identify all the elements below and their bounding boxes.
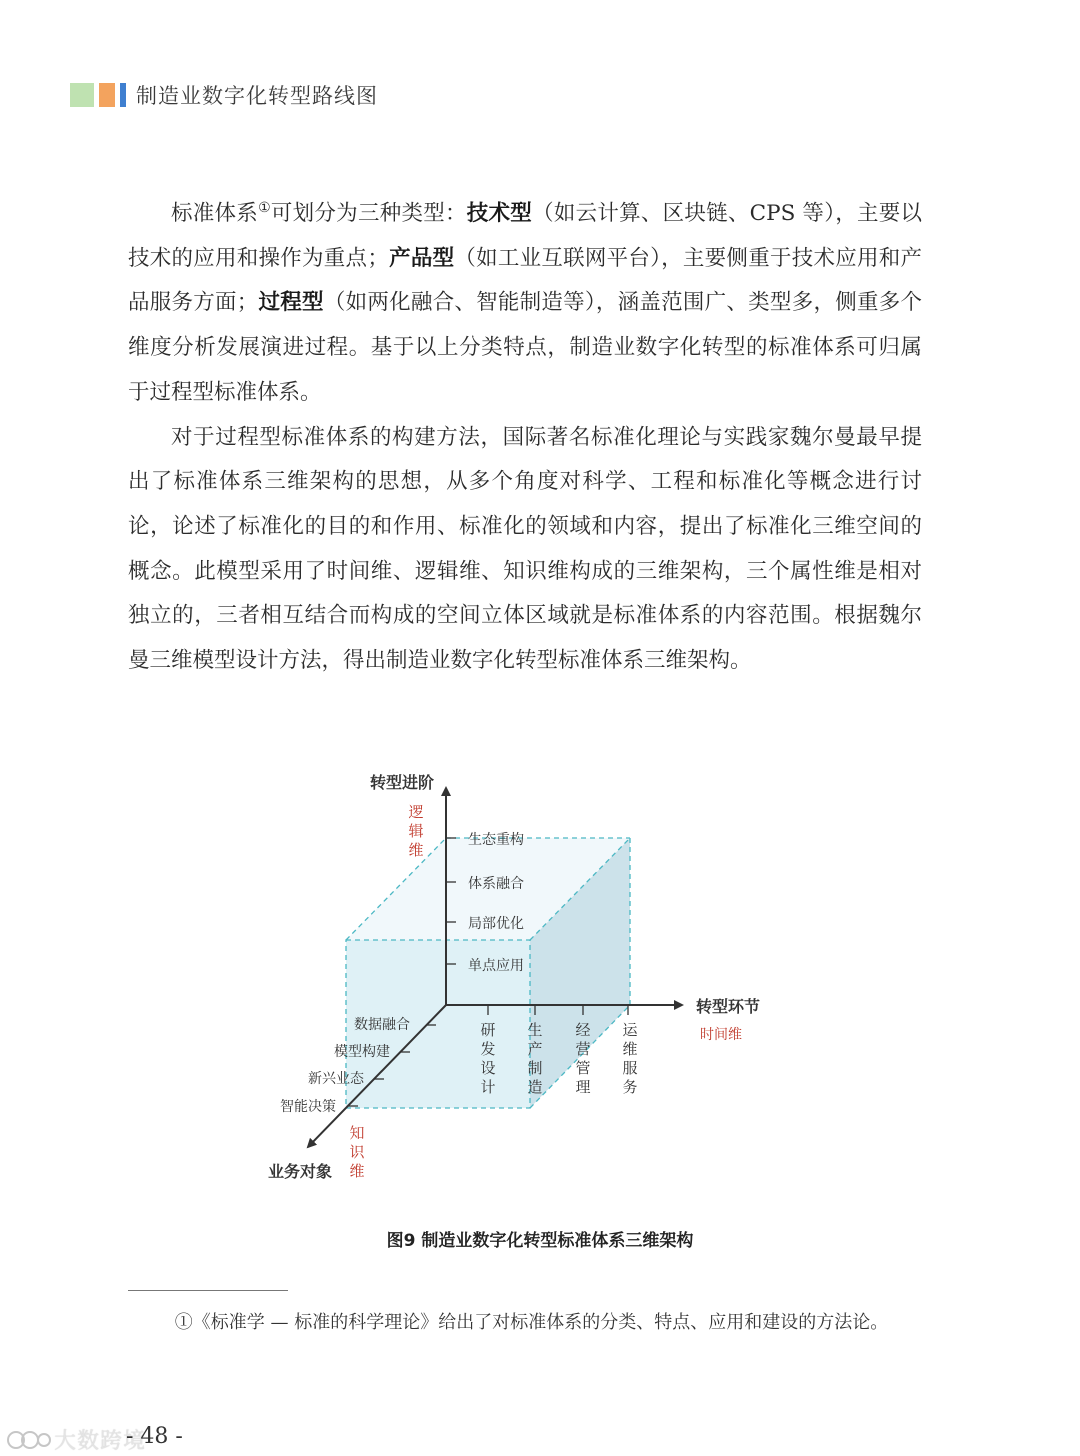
y-level-4: 生态重构 <box>468 832 524 848</box>
header-orange-block <box>99 83 115 107</box>
p1-segment: （如两化融合、智能制造等），涵盖范围广、类型多，侧重多个维度分析发展演进过程。基于以上分类特点，制造业数字化转型的标准体系可归属于过程型标准体系。 <box>128 290 922 405</box>
x-stage-service <box>622 1021 638 1096</box>
z-axis-sub-2: 识 <box>349 1143 365 1161</box>
p1-segment: （如工业互联网平台），主要侧重于技术应用和产品服务方面； <box>128 245 922 316</box>
x-stage-char: 生 <box>527 1021 543 1039</box>
p1-segment: （如云计算、区块链、CPS 等），主要以技术的应用和操作为重点； <box>128 201 922 271</box>
watermark-logo-icon <box>6 1426 52 1454</box>
term-process: 过程型 <box>258 290 324 316</box>
p1-segment: 可划分为三种类型： <box>270 201 467 226</box>
x-axis-sub: 时间维 <box>700 1027 742 1043</box>
z-item-2: 模型构建 <box>334 1044 390 1060</box>
z-item-1: 数据融合 <box>354 1017 410 1033</box>
figure-caption: 图9 制造业数字化转型标准体系三维架构 <box>386 1231 694 1251</box>
x-stage-char: 运 <box>622 1021 638 1039</box>
y-level-3: 体系融合 <box>468 876 524 892</box>
x-stage-char: 设 <box>480 1059 496 1077</box>
figure-3d-architecture <box>250 760 790 1190</box>
term-technical: 技术型 <box>466 201 533 226</box>
y-level-2: 局部优化 <box>468 916 524 932</box>
y-axis-sub-1: 逻 <box>408 803 424 821</box>
paragraph-2: 对于过程型标准体系的构建方法，国际著名标准化理论与实践家魏尔曼最早提出了标准体系三维架构的思想，从多个角度对科学、工程和标准化等概念进行讨论，论述了标准化的目的和作用、标准化的领域和内容，提出了标准化三维空间的概念。此模型采用了时间维、逻辑维、知识维构成的三维架构，三个属性维是相对独立的，三者相互结合而构成的空间立体区域就是标准体系的内容范围。根据魏尔曼三维模型设计方法，得出制造业数字化转型标准体系三维架构。 <box>128 424 922 674</box>
x-stage-char: 营 <box>575 1040 591 1058</box>
x-stage-char: 造 <box>527 1078 543 1096</box>
x-stage-char: 制 <box>527 1059 543 1077</box>
x-stage-production <box>527 1021 542 1096</box>
y-axis-sub-2: 辑 <box>408 822 424 840</box>
z-axis-sub-3: 维 <box>349 1162 365 1180</box>
p1-segment: 标准体系 <box>171 201 259 226</box>
x-stage-char: 管 <box>575 1059 591 1077</box>
page-number: - 48 - <box>126 1424 183 1449</box>
x-stage-rd <box>480 1021 495 1096</box>
x-stage-char: 务 <box>622 1078 638 1096</box>
cube-diagram <box>250 760 790 1190</box>
header-green-block <box>70 83 94 107</box>
x-stage-char: 产 <box>527 1040 543 1058</box>
watermark <box>6 1424 146 1455</box>
x-stage-char: 服 <box>622 1059 638 1077</box>
footnote: ①《标准学 — 标准的科学理论》给出了对标准体系的分类、特点、应用和建设的方法论。 <box>174 1312 889 1333</box>
x-axis-title: 转型环节 <box>696 997 761 1016</box>
x-stage-operations <box>575 1021 590 1096</box>
watermark-text: 大数跨境 <box>54 1429 147 1454</box>
y-level-1: 单点应用 <box>468 958 524 974</box>
body-text <box>128 192 922 684</box>
x-stage-char: 经 <box>575 1021 591 1039</box>
footnote-divider <box>128 1290 288 1291</box>
z-item-3: 新兴业态 <box>308 1071 364 1087</box>
footnote-reference[interactable]: ① <box>258 199 271 216</box>
term-product: 产品型 <box>388 245 455 271</box>
header-title: 制造业数字化转型路线图 <box>136 84 378 108</box>
x-stage-char: 维 <box>622 1040 638 1058</box>
header-blue-bar <box>120 83 126 107</box>
y-axis-title: 转型进阶 <box>369 773 435 792</box>
x-stage-char: 发 <box>480 1040 496 1058</box>
z-axis-title: 业务对象 <box>267 1162 333 1181</box>
running-header <box>70 82 378 108</box>
y-axis-sub-3: 维 <box>408 841 424 859</box>
x-stage-char: 理 <box>575 1078 591 1096</box>
x-stage-char: 研 <box>480 1021 496 1039</box>
z-axis-sub-1: 知 <box>349 1124 365 1142</box>
z-item-4: 智能决策 <box>280 1099 336 1115</box>
x-stage-char: 计 <box>480 1078 496 1096</box>
paragraph-1 <box>128 192 922 416</box>
